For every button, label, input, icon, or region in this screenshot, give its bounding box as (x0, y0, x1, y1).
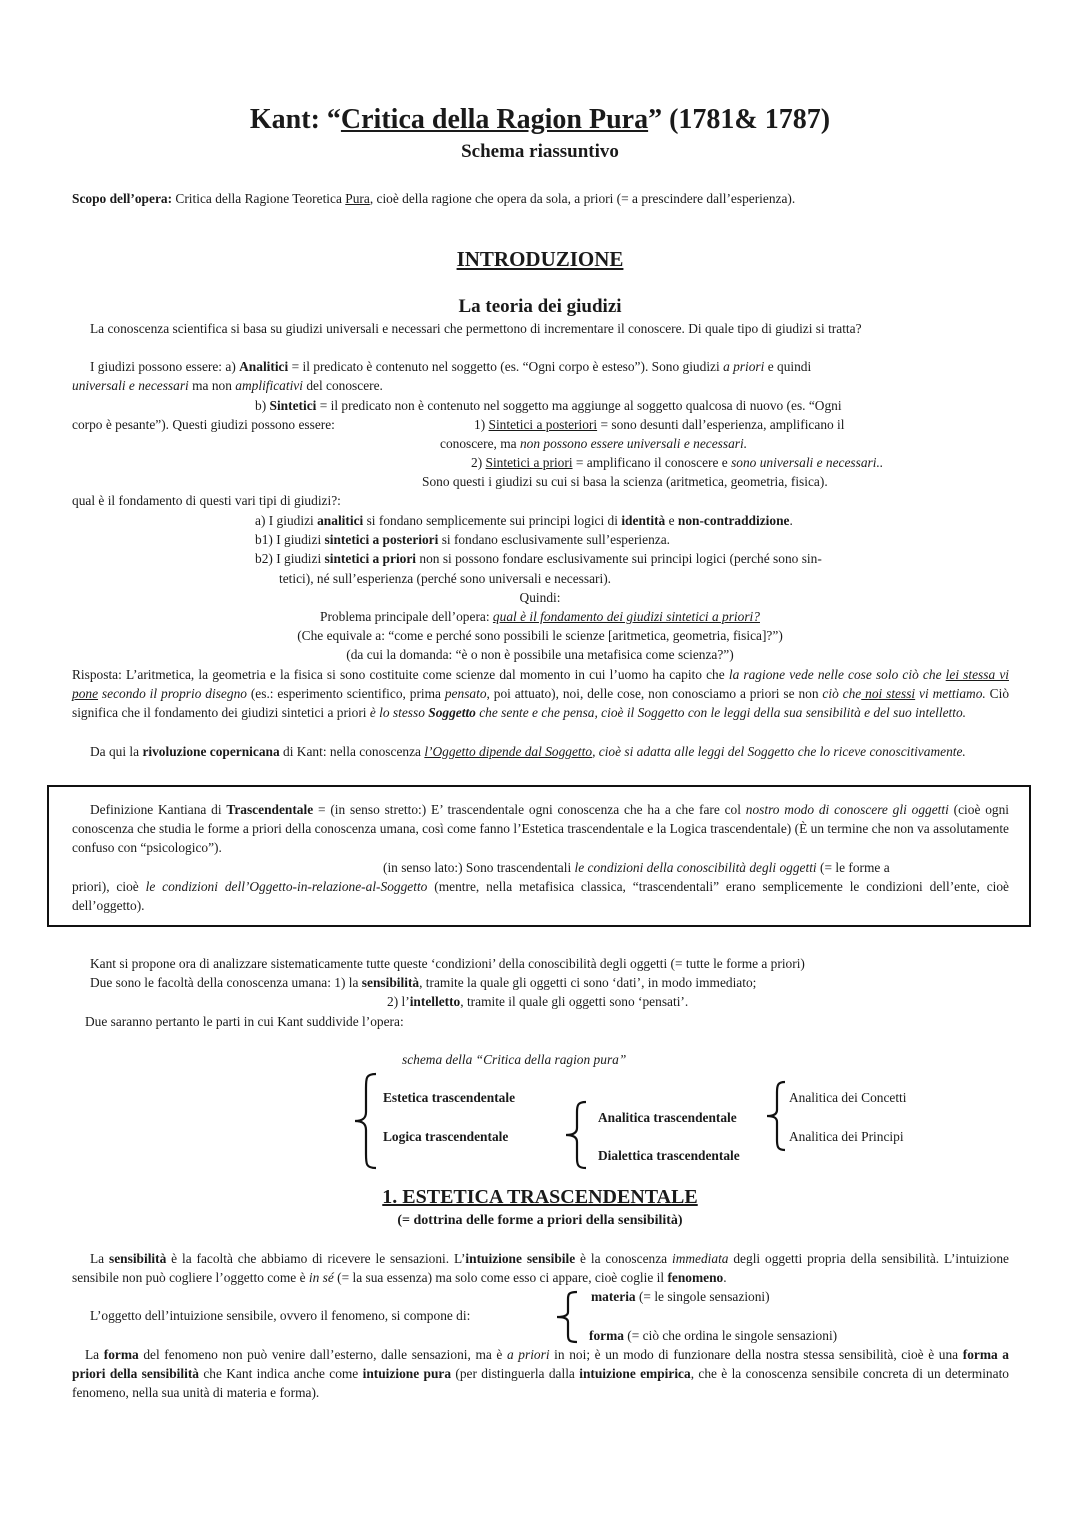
intro-paragraph-1: La conoscenza scientifica si basa su giudizi universali e necessari che permettono di incrementare il conoscere. Di quale tipo di giudizi si tratta? (90, 321, 862, 336)
estetica-brace-icon (554, 1290, 580, 1344)
estetica-oggetto: L’oggetto dell’intuizione sensibile, ovvero il fenomeno, si compone di: (90, 1308, 471, 1323)
intro-fondamento-b2: b2) I giudizi sintetici a priori non si possono fondare esclusivamente sui principi logici (perché sono sin- (255, 551, 822, 566)
schema-dialettica: Dialettica trascendentale (598, 1148, 740, 1163)
intro-domanda: (da cui la domanda: “è o non è possibile una metafisica come scienza?”) (346, 647, 734, 662)
intro-fondamento-a: a) I giudizi analitici si fondano semplicemente sui principi logici di identità e non-contraddizione. (255, 513, 793, 528)
page-title: Kant: “Critica della Ragion Pura” (1781& 1787) (249, 104, 831, 135)
after-line-2: Due sono le facoltà della conoscenza umana: 1) la sensibilità, tramite la quale gli oggetti ci sono ‘dati’, in modo immediato; (90, 975, 757, 990)
after-line-3: 2) l’intelletto, tramite il quale gli oggetti sono ‘pensati’. (387, 994, 689, 1009)
schema-concetti: Analitica dei Concetti (789, 1090, 907, 1105)
intro-question: qual è il fondamento di questi vari tipi di giudizi?: (72, 493, 341, 508)
intro-fondamento-b2-cont: tetici), né sull’esperienza (perché sono universali e necessari). (279, 571, 612, 586)
box-definition: Definizione Kantiana di Trascendentale = (in senso stretto:) E’ trascendentale ogni conoscenza che ha a che fare col nostro modo di conoscere gli oggetti (cioè ogni conoscenza che studia le forme a priori della conoscenza umana, così come fanno l’Estetica trascendentale e la Logica trascendentale) (È un termine che non va assolutamente confuso con “psicologico”). (72, 802, 1010, 855)
intro-analitici-line: I giudizi possono essere: a) Analitici = il predicato è contenuto nel soggetto (es. “Ogni corpo è esteso”). Sono giudizi a priori e quindi (90, 359, 812, 374)
schema-brace-middle-icon (562, 1100, 590, 1170)
intro-sintetici-line-3: conoscere, ma non possono essere universali e necessari. (440, 436, 748, 451)
schema-caption: schema della “Critica della ragion pura” (402, 1052, 627, 1067)
estetica-subheading: (= dottrina delle forme a priori della sensibilità) (397, 1213, 683, 1228)
schema-analitica: Analitica trascendentale (598, 1110, 737, 1125)
estetica-heading: 1. ESTETICA TRASCENDENTALE (382, 1186, 698, 1208)
scope-line: Scopo dell’opera: Critica della Ragione Teoretica Pura, cioè della ragione che opera da sola, a priori (= a prescindere dall’esperienza). (72, 191, 796, 206)
intro-heading: INTRODUZIONE (456, 247, 624, 271)
after-line-1: Kant si propone ora di analizzare sistematicamente tutte queste ‘condizioni’ della conoscibilità degli oggetti (= tutte le forme a priori) (90, 956, 805, 971)
estetica-paragraph-1: La sensibilità è la facoltà che abbiamo di ricevere le sensazioni. L’intuizione sensibile è la conoscenza immediata degli oggetti propria della sensibilità. L’intuizione sensibile non può cogliere l’oggetto come è in sé (= la sua essenza) ma solo come esso ci appare, cioè coglie il fenomeno. (72, 1251, 1009, 1285)
estetica-forma: forma (= ciò che ordina le singole sensazioni) (589, 1328, 838, 1343)
intro-analitici-line-2: universali e necessari ma non amplificativi del conoscere. (72, 378, 383, 393)
intro-sintetici-line-5: Sono questi i giudizi su cui si basa la scienza (aritmetica, geometria, fisica). (422, 474, 828, 489)
schema-logica: Logica trascendentale (383, 1129, 509, 1144)
intro-sintetici-posteriori: 1) Sintetici a posteriori = sono desunti dall’esperienza, amplificano il (474, 417, 845, 432)
schema-brace-right-icon (764, 1080, 788, 1152)
intro-problema: Problema principale dell’opera: qual è il fondamento dei giudizi sintetici a priori? (320, 609, 760, 624)
intro-sintetici-priori: 2) Sintetici a priori = amplificano il conoscere e sono universali e necessari.. (471, 455, 884, 470)
intro-subheading: La teoria dei giudizi (458, 296, 622, 317)
intro-sintetici-line: b) Sintetici = il predicato non è contenuto nel soggetto ma aggiunge al soggetto qualcosa di nuovo (es. “Ogni (255, 398, 842, 413)
after-line-4: Due saranno pertanto le parti in cui Kant suddivide l’opera: (85, 1014, 404, 1029)
estetica-materia: materia (= le singole sensazioni) (591, 1289, 770, 1304)
intro-equivale: (Che equivale a: “come e perché sono possibili le scienze [aritmetica, geometria, fisica]?”) (297, 628, 783, 643)
page-subtitle: Schema riassuntivo (461, 141, 619, 162)
intro-fondamento-b1: b1) I giudizi sintetici a posteriori si fondano esclusivamente sull’esperienza. (255, 532, 670, 547)
schema-principi: Analitica dei Principi (789, 1129, 904, 1144)
schema-brace-left-icon (352, 1072, 380, 1170)
intro-risposta: Risposta: L’aritmetica, la geometria e la fisica si sono costituite come scienze dal momento in cui l’uomo ha capito che la ragione vede nelle cose solo ciò che lei stessa vi pone secondo il proprio disegno (es.: esperimento scientifico, prima pensato, poi attuato), noi, delle cose, non conosciamo a priori se non ciò che noi stessi vi mettiamo. Ciò significa che il fondamento dei giudizi sintetici a priori è lo stesso Soggetto che sente e che pensa, cioè il Soggetto con le leggi della sua sensibilità e del suo intelletto. (72, 667, 1010, 720)
box-senso-lato: (in senso lato:) Sono trascendentali le condizioni della conoscibilità degli oggetti (= le forme a (383, 860, 890, 875)
intro-quindi: Quindi: (519, 590, 561, 605)
intro-rivoluzione: Da qui la rivoluzione copernicana di Kant: nella conoscenza l’Oggetto dipende dal Soggetto, cioè si adatta alle leggi del Soggetto che lo riceve conoscitivamente. (90, 744, 966, 759)
box-senso-lato-cont: priori), cioè le condizioni dell’Oggetto-in-relazione-al-Soggetto (mentre, nella metafisica classica, “trascendentali” erano semplicemente le condizioni dell’ente, cioè dell’oggetto). (72, 879, 1010, 913)
schema-estetica: Estetica trascendentale (383, 1090, 516, 1105)
intro-sintetici-line-2a: corpo è pesante”). Questi giudizi possono essere: (72, 417, 335, 432)
estetica-paragraph-2: La forma del fenomeno non può venire dall’esterno, dalle sensazioni, ma è a priori in noi; è un modo di funzionare della nostra stessa sensibilità, cioè è una forma a priori della sensibilità che Kant indica anche come intuizione pura (per distinguerla dalla intuizione empirica, che è la conoscenza sensibile concreta di un determinato fenomeno, nella sua unità di materia e forma). (72, 1347, 1009, 1400)
